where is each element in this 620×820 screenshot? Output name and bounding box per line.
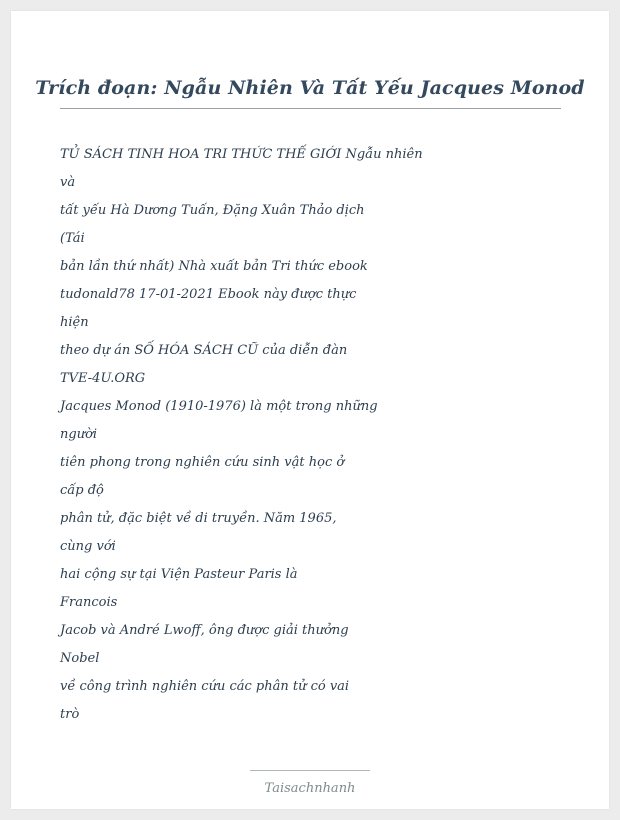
text-line: cùng với bbox=[60, 539, 116, 554]
text-line: (Tái bbox=[60, 231, 85, 246]
text-line: người bbox=[60, 427, 98, 442]
text-line: Jacob và André Lwoff, ông được giải thưởng bbox=[60, 623, 349, 638]
text-line: bản lần thứ nhất) Nhà xuất bản Tri thức ebook bbox=[60, 259, 368, 274]
text-line: tiên phong trong nghiên cứu sinh vật học ở bbox=[60, 455, 345, 470]
text-line: về công trình nghiên cứu các phân tử có vai bbox=[60, 679, 350, 694]
document-page bbox=[11, 11, 609, 809]
document-title: Trích đoạn: Ngẫu Nhiên Và Tất Yếu Jacques Monod bbox=[35, 77, 585, 99]
title-divider bbox=[60, 108, 561, 109]
text-line: TỦ SÁCH TINH HOA TRI THỨC THẾ GIỚI Ngẫu nhiên bbox=[60, 147, 423, 162]
text-line: cấp độ bbox=[60, 483, 104, 498]
text-line: theo dự án SỐ HÓA SÁCH CŨ của diễn đàn bbox=[60, 343, 348, 358]
text-line: trò bbox=[60, 707, 80, 722]
text-line: phân tử, đặc biệt về di truyền. Năm 1965, bbox=[60, 511, 337, 526]
text-line: và bbox=[60, 175, 76, 190]
text-line: Francois bbox=[60, 595, 118, 610]
text-line: hiện bbox=[60, 315, 89, 330]
site-footer-link[interactable]: Taisachnhanh bbox=[264, 781, 356, 796]
footer-divider bbox=[250, 770, 370, 771]
text-line: hai cộng sự tại Viện Pasteur Paris là bbox=[60, 567, 298, 582]
text-line: Jacques Monod (1910-1976) là một trong những bbox=[60, 399, 378, 414]
text-line: tất yếu Hà Dương Tuấn, Đặng Xuân Thảo dịch bbox=[60, 203, 365, 218]
text-line: tudonald78 17-01-2021 Ebook này được thực bbox=[60, 287, 357, 302]
excerpt-body bbox=[60, 141, 540, 729]
text-line: TVE-4U.ORG bbox=[60, 371, 146, 386]
text-line: Nobel bbox=[60, 651, 100, 666]
